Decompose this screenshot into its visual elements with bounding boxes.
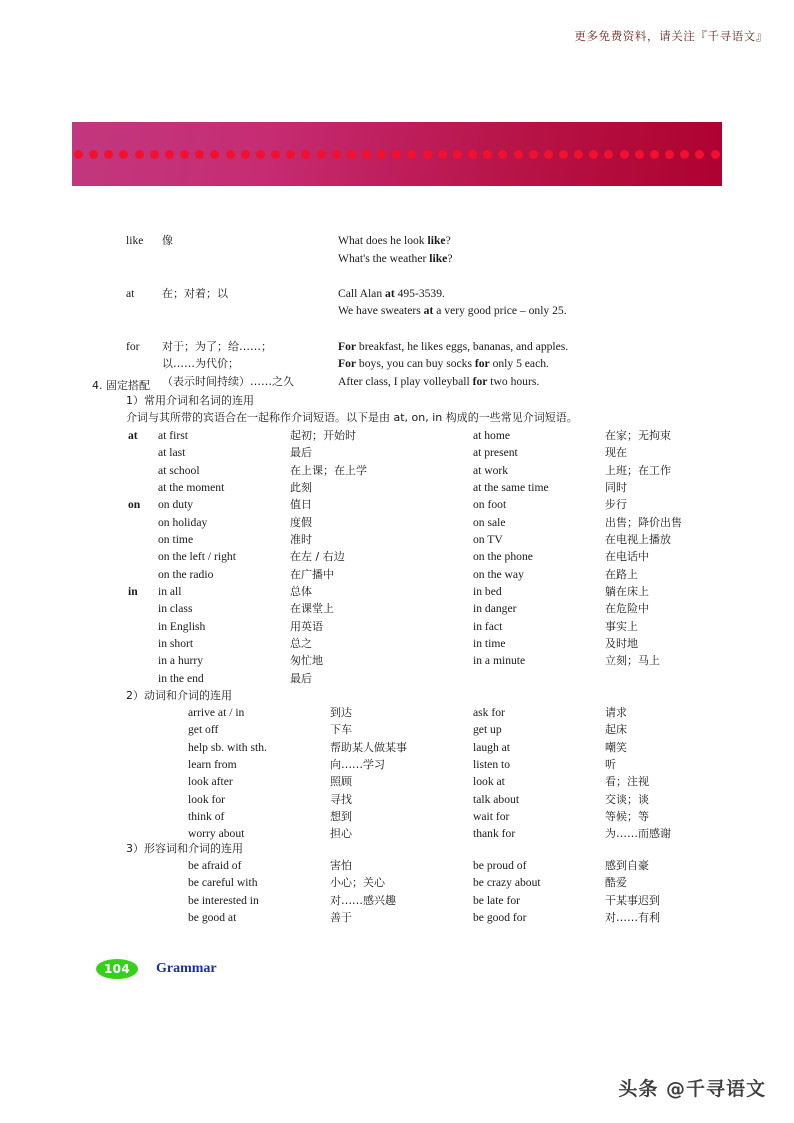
bottom-watermark: 头条 @千寻语文	[618, 1078, 766, 1100]
example-text: ?	[447, 251, 453, 265]
preposition-keyword: like	[126, 234, 144, 247]
example-keyword: for	[474, 357, 490, 371]
example-text: 495-3539.	[394, 286, 445, 300]
table-row	[158, 721, 438, 738]
example-keyword: For	[338, 339, 357, 353]
phrase-text: be careful with	[188, 876, 258, 890]
banner-dot	[241, 150, 250, 159]
table-row	[128, 531, 428, 548]
phrase-text: in bed	[473, 585, 502, 599]
preposition-example	[338, 338, 686, 356]
table-row	[443, 756, 723, 773]
phrase-text: look at	[473, 775, 505, 789]
phrase-text: at first	[158, 429, 188, 442]
example-keyword: like	[427, 234, 446, 247]
banner-dot	[180, 150, 189, 159]
phrase-definition: 在广播中	[290, 567, 334, 581]
phrase-definition: 为……而感谢	[605, 827, 671, 841]
table-row	[443, 479, 723, 496]
example-text: ?	[445, 234, 451, 247]
phrase-text: on the radio	[158, 567, 214, 581]
example-keyword: at	[385, 286, 395, 300]
phrase-text: at last	[158, 446, 186, 460]
example-text: two hours.	[487, 374, 540, 388]
table-row	[158, 909, 438, 926]
phrase-text: listen to	[473, 758, 511, 772]
phrase-text: be proud of	[473, 859, 527, 872]
example-text: What's the weather	[338, 251, 430, 265]
banner-dot	[362, 150, 371, 159]
phrase-definition: 看；注视	[605, 775, 649, 789]
banner-dot	[317, 150, 326, 159]
preposition-example	[338, 302, 686, 320]
phrase-definition: 总体	[290, 585, 312, 599]
banner-dot	[286, 150, 295, 159]
phrase-text: on the way	[473, 567, 524, 581]
table-row	[128, 670, 428, 687]
banner-dot	[453, 150, 462, 159]
table-row	[128, 514, 428, 531]
table-row	[158, 704, 438, 721]
table-row	[443, 909, 723, 926]
phrase-definition: 躺在床上	[605, 585, 649, 599]
example-text: Call Alan	[338, 286, 386, 300]
phrase-definition: 起床	[605, 723, 627, 737]
phrase-definition: 值日	[290, 498, 312, 512]
banner-dot	[574, 150, 583, 159]
phrase-definition: 等候；等	[605, 810, 649, 824]
phrase-definition: 担心	[330, 827, 352, 841]
phrase-text: look for	[188, 792, 226, 806]
preposition-example	[338, 250, 686, 268]
table-row	[128, 496, 428, 513]
phrase-text: in danger	[473, 602, 517, 616]
phrase-group-label: in	[128, 585, 138, 599]
phrase-text: be afraid of	[188, 859, 242, 872]
table-row	[443, 704, 723, 721]
phrase-text: at present	[473, 446, 518, 460]
phrase-definition: 在电视上播放	[605, 533, 671, 547]
phrase-definition: 寻找	[330, 792, 352, 806]
table-row	[128, 566, 428, 583]
phrase-text: arrive at / in	[188, 706, 245, 719]
phrase-definition: 在电话中	[605, 550, 649, 564]
phrase-text: in the end	[158, 671, 204, 685]
phrase-text: on holiday	[158, 515, 208, 529]
table-row	[128, 618, 428, 635]
subsection-1-heading: 1）常用介词和名词的连用	[126, 394, 254, 407]
example-text: What does he look	[338, 234, 428, 247]
table-row	[158, 892, 438, 909]
footer-section-label: Grammar	[156, 961, 217, 976]
table-row	[443, 496, 723, 513]
example-text: only 5 each.	[489, 357, 549, 371]
phrase-definition: 到达	[330, 706, 352, 719]
phrase-text: look after	[188, 775, 233, 789]
table-row	[443, 874, 723, 891]
phrase-text: be crazy about	[473, 876, 541, 890]
preposition-meaning: （表示时间持续）……之久	[162, 374, 294, 388]
banner-dot	[347, 150, 356, 159]
banner-dot	[104, 150, 113, 159]
banner-dot	[635, 150, 644, 159]
phrase-definition: 照顾	[330, 775, 352, 789]
phrase-definition: 帮助某人做某事	[330, 740, 407, 754]
phrase-text: in time	[473, 637, 506, 651]
phrase-table-adjective-right	[443, 857, 723, 926]
banner-dot	[498, 150, 507, 159]
phrase-text: help sb. with sth.	[188, 740, 267, 754]
phrase-table-verb-right	[443, 704, 723, 843]
phrase-text: thank for	[473, 827, 516, 841]
preposition-row	[126, 373, 686, 391]
phrase-definition: 在危险中	[605, 602, 649, 616]
banner-dot	[529, 150, 538, 159]
banner-dot	[150, 150, 159, 159]
phrase-definition: 现在	[605, 446, 627, 460]
banner-dot	[423, 150, 432, 159]
phrase-text: in class	[158, 602, 193, 616]
phrase-definition: 出售；降价出售	[605, 515, 682, 529]
phrase-definition: 在家；无拘束	[605, 429, 671, 442]
preposition-keyword	[126, 355, 162, 373]
table-row	[158, 773, 438, 790]
table-row	[443, 739, 723, 756]
banner-dot	[650, 150, 659, 159]
banner-dot	[377, 150, 386, 159]
phrase-text: be late for	[473, 893, 520, 907]
phrase-definition: 匆忙地	[290, 654, 323, 668]
table-row	[158, 791, 438, 808]
preposition-example	[338, 232, 686, 250]
phrase-text: get off	[188, 723, 219, 737]
banner-dot	[468, 150, 477, 159]
phrase-table-verb-left	[158, 704, 438, 843]
banner-dot	[680, 150, 689, 159]
phrase-definition: 嘲笑	[605, 740, 627, 754]
table-row	[158, 874, 438, 891]
decorative-header-banner	[72, 122, 722, 186]
phrase-table-at-on-in-right	[443, 427, 723, 670]
table-row	[443, 808, 723, 825]
phrase-definition: 最后	[290, 671, 312, 685]
phrase-definition: 向……学习	[330, 758, 385, 772]
phrase-text: ask for	[473, 706, 505, 719]
table-row	[443, 791, 723, 808]
phrase-definition: 步行	[605, 498, 627, 512]
phrase-definition: 对……有利	[605, 911, 660, 925]
example-keyword: for	[472, 374, 488, 388]
phrase-text: in a minute	[473, 654, 526, 668]
example-keyword: For	[338, 357, 357, 371]
table-row	[443, 618, 723, 635]
example-text: breakfast, he likes eggs, bananas, and apples.	[356, 339, 569, 353]
phrase-text: in short	[158, 637, 194, 651]
banner-dot	[711, 150, 720, 159]
preposition-definition-cell	[126, 285, 338, 303]
table-row	[128, 427, 428, 444]
promo-banner-text: 更多免费资料，请关注『千寻语文』	[574, 29, 768, 43]
phrase-definition: 立刻；马上	[605, 654, 660, 668]
phrase-text: laugh at	[473, 740, 511, 754]
preposition-example	[338, 355, 686, 373]
subsection-1-note: 介词与其所带的宾语合在一起称作介词短语。以下是由 at, on, in 构成的一些常见介词短语。	[126, 411, 578, 424]
phrase-definition: 在路上	[605, 567, 638, 581]
page-number-badge: 104	[96, 959, 138, 979]
preposition-row	[126, 232, 686, 250]
banner-dot	[438, 150, 447, 159]
table-row	[158, 739, 438, 756]
table-row	[128, 479, 428, 496]
phrase-text: in fact	[473, 619, 503, 633]
phrase-definition: 在上课；在上学	[290, 463, 367, 477]
phrase-table-at-on-in-left	[128, 427, 428, 687]
phrase-definition: 事实上	[605, 619, 638, 633]
table-row	[158, 756, 438, 773]
banner-dot	[483, 150, 492, 159]
phrase-text: at work	[473, 463, 509, 477]
phrase-text: at school	[158, 463, 200, 477]
phrase-definition: 善于	[330, 911, 352, 925]
example-text: After class, I play volleyball	[338, 374, 473, 388]
phrase-text: wait for	[473, 810, 510, 824]
phrase-group-label: on	[128, 498, 141, 512]
banner-dot	[210, 150, 219, 159]
phrase-definition: 酷爱	[605, 876, 627, 890]
preposition-meaning: 以……为代价；	[162, 357, 239, 371]
banner-dot	[514, 150, 523, 159]
phrase-text: worry about	[188, 827, 245, 841]
banner-dot	[226, 150, 235, 159]
example-text: We have sweaters	[338, 304, 424, 318]
phrase-text: on foot	[473, 498, 507, 512]
phrase-definition: 交谈；谈	[605, 792, 649, 806]
phrase-definition: 听	[605, 758, 616, 772]
table-row	[443, 566, 723, 583]
page-footer	[96, 959, 217, 979]
table-row	[443, 427, 723, 444]
table-row	[443, 531, 723, 548]
table-row	[158, 808, 438, 825]
banner-dot-row	[72, 149, 722, 160]
table-row	[128, 635, 428, 652]
preposition-meaning: 像	[162, 234, 173, 247]
table-row	[443, 635, 723, 652]
example-keyword: at	[423, 304, 434, 318]
phrase-text: be interested in	[188, 893, 259, 907]
table-row	[443, 652, 723, 669]
table-row	[443, 825, 723, 842]
phrase-text: talk about	[473, 792, 520, 806]
phrase-text: on duty	[158, 498, 194, 512]
phrase-definition: 最后	[290, 446, 312, 460]
preposition-meaning: 在；对着；以	[162, 286, 228, 300]
phrase-text: learn from	[188, 758, 237, 772]
table-row	[443, 548, 723, 565]
phrase-definition: 下车	[330, 723, 352, 737]
phrase-text: get up	[473, 723, 502, 737]
phrase-definition: 上班；在工作	[605, 463, 671, 477]
table-row	[443, 462, 723, 479]
banner-dot	[332, 150, 341, 159]
phrase-definition: 在左 / 右边	[290, 550, 345, 564]
subsection-3-heading: 3）形容词和介词的连用	[126, 842, 243, 855]
banner-dot	[544, 150, 553, 159]
preposition-definition-cell	[126, 373, 338, 391]
banner-dot	[119, 150, 128, 159]
banner-dot	[195, 150, 204, 159]
banner-dot	[620, 150, 629, 159]
table-row	[443, 892, 723, 909]
table-row	[128, 652, 428, 669]
phrase-text: in a hurry	[158, 654, 204, 668]
phrase-text: in all	[158, 585, 182, 599]
phrase-definition: 对……感兴趣	[330, 893, 396, 907]
phrase-definition: 害怕	[330, 859, 352, 872]
phrase-text: at home	[473, 429, 511, 442]
preposition-row	[126, 285, 686, 303]
banner-dot	[271, 150, 280, 159]
phrase-table-adjective-left	[158, 857, 438, 926]
phrase-text: at the same time	[473, 481, 549, 495]
banner-dot	[604, 150, 613, 159]
phrase-group-label: at	[128, 429, 138, 442]
table-row	[128, 583, 428, 600]
table-row	[443, 514, 723, 531]
phrase-text: on time	[158, 533, 194, 547]
phrase-text: think of	[188, 810, 225, 824]
banner-dot	[256, 150, 265, 159]
example-keyword: like	[429, 251, 448, 265]
phrase-text: on TV	[473, 533, 503, 547]
banner-dot	[407, 150, 416, 159]
banner-dot	[589, 150, 598, 159]
phrase-text: on sale	[473, 515, 506, 529]
preposition-row	[126, 250, 686, 268]
preposition-example	[338, 285, 686, 303]
table-row	[443, 444, 723, 461]
phrase-text: be good for	[473, 911, 527, 925]
table-row	[128, 600, 428, 617]
phrase-text: on the phone	[473, 550, 533, 564]
phrase-text: on the left / right	[158, 550, 236, 564]
table-row	[128, 444, 428, 461]
phrase-definition: 此刻	[290, 481, 312, 495]
preposition-row	[126, 302, 686, 320]
subsection-2-heading: 2）动词和介词的连用	[126, 689, 232, 702]
preposition-usage-block	[126, 232, 686, 390]
phrase-definition: 小心；关心	[330, 876, 385, 890]
table-row	[443, 600, 723, 617]
preposition-meaning: 对于；为了；给……；	[162, 339, 272, 353]
table-row	[443, 857, 723, 874]
phrase-definition: 起初；开始时	[290, 429, 356, 442]
preposition-definition-cell	[126, 232, 338, 250]
phrase-definition: 用英语	[290, 619, 323, 633]
table-row	[128, 462, 428, 479]
row-spacer	[126, 320, 686, 338]
table-row	[158, 857, 438, 874]
table-row	[443, 721, 723, 738]
banner-dot	[665, 150, 674, 159]
preposition-example	[338, 373, 686, 391]
preposition-row	[126, 338, 686, 356]
phrase-definition: 及时地	[605, 637, 638, 651]
table-row	[443, 583, 723, 600]
phrase-definition: 同时	[605, 481, 627, 495]
phrase-text: in English	[158, 619, 206, 633]
preposition-keyword: at	[126, 286, 135, 300]
banner-dot	[301, 150, 310, 159]
banner-dot	[695, 150, 704, 159]
preposition-keyword: for	[126, 339, 140, 353]
phrase-definition: 感到自豪	[605, 859, 649, 872]
banner-dot	[165, 150, 174, 159]
phrase-definition: 干某事迟到	[605, 893, 660, 907]
phrase-definition: 准时	[290, 533, 312, 547]
banner-dot	[89, 150, 98, 159]
phrase-definition: 请求	[605, 706, 627, 719]
phrase-text: be good at	[188, 911, 237, 925]
example-text: a very good price – only 25.	[433, 304, 567, 318]
banner-dot	[559, 150, 568, 159]
phrase-definition: 总之	[290, 637, 312, 651]
preposition-definition-cell	[126, 338, 338, 356]
table-row	[443, 773, 723, 790]
phrase-text: at the moment	[158, 481, 225, 495]
banner-dot	[74, 150, 83, 159]
example-text: boys, you can buy socks	[356, 357, 475, 371]
section-4-heading: 4. 固定搭配	[92, 379, 150, 392]
phrase-definition: 度假	[290, 515, 312, 529]
phrase-definition: 想到	[330, 810, 352, 824]
row-spacer	[126, 267, 686, 285]
preposition-definition-cell	[126, 355, 338, 373]
banner-dot	[392, 150, 401, 159]
table-row	[128, 548, 428, 565]
preposition-row	[126, 355, 686, 373]
phrase-definition: 在课堂上	[290, 602, 334, 616]
banner-dot	[135, 150, 144, 159]
